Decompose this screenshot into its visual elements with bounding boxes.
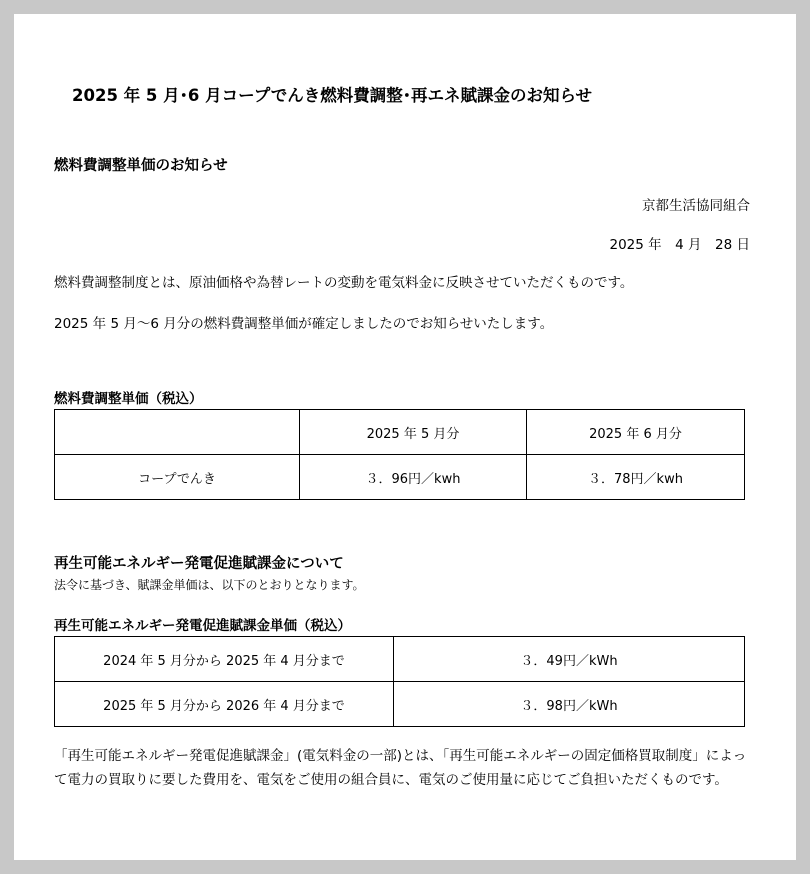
organization-name: 京都生活協同組合	[642, 198, 750, 214]
table-header-cell-empty	[55, 410, 300, 455]
period-cell: 2024 年 5 月分から 2025 年 4 月分まで	[55, 637, 394, 682]
renewable-section-heading: 再生可能エネルギー発電促進賦課金について	[54, 556, 344, 572]
price-may: ３．96円／kwh	[300, 455, 527, 500]
price-june: ３．78円／kwh	[527, 455, 745, 500]
table-header-row	[55, 410, 745, 455]
issue-date: 2025 年 4 月 28 日	[609, 237, 750, 253]
renewable-levy-table	[54, 636, 745, 727]
table-row	[55, 637, 745, 682]
renewable-table-caption: 再生可能エネルギー発電促進賦課金単価（税込）	[54, 618, 351, 634]
row-label-coop-denki: コープでんき	[55, 455, 300, 500]
fuel-intro-text: 燃料費調整制度とは、原油価格や為替レートの変動を電気料金に反映させていただくものです。	[54, 275, 634, 291]
renewable-note: 法令に基づき、賦課金単価は、以下のとおりとなります。	[54, 578, 365, 592]
fuel-table-caption: 燃料費調整単価（税込）	[54, 391, 203, 407]
renewable-closing-text: 「再生可能エネルギー発電促進賦課金」(電気料金の一部)とは、「再生可能エネルギーの固定価格買取制度」によって電力の買取りに要した費用を、電気をご使用の組合員に、電気のご使用量に応じてご負担いただくものです。	[54, 748, 747, 788]
fuel-section-heading: 燃料費調整単価のお知らせ	[54, 158, 228, 174]
period-cell: 2025 年 5 月分から 2026 年 4 月分まで	[55, 682, 394, 727]
table-row	[55, 455, 745, 500]
document-page	[14, 14, 796, 860]
fuel-announcement-text: 2025 年 5 月～6 月分の燃料費調整単価が確定しましたのでお知らせいたします。	[54, 316, 554, 332]
fuel-adjustment-table	[54, 409, 745, 500]
levy-price-cell: ３．98円／kWh	[394, 682, 745, 727]
table-header-cell-may: 2025 年 5 月分	[300, 410, 527, 455]
table-header-cell-june: 2025 年 6 月分	[527, 410, 745, 455]
document-title: 2025 年 5 月･6 月コープでんき燃料費調整･再エネ賦課金のお知らせ	[72, 86, 593, 105]
table-row	[55, 682, 745, 727]
levy-price-cell: ３．49円／kWh	[394, 637, 745, 682]
